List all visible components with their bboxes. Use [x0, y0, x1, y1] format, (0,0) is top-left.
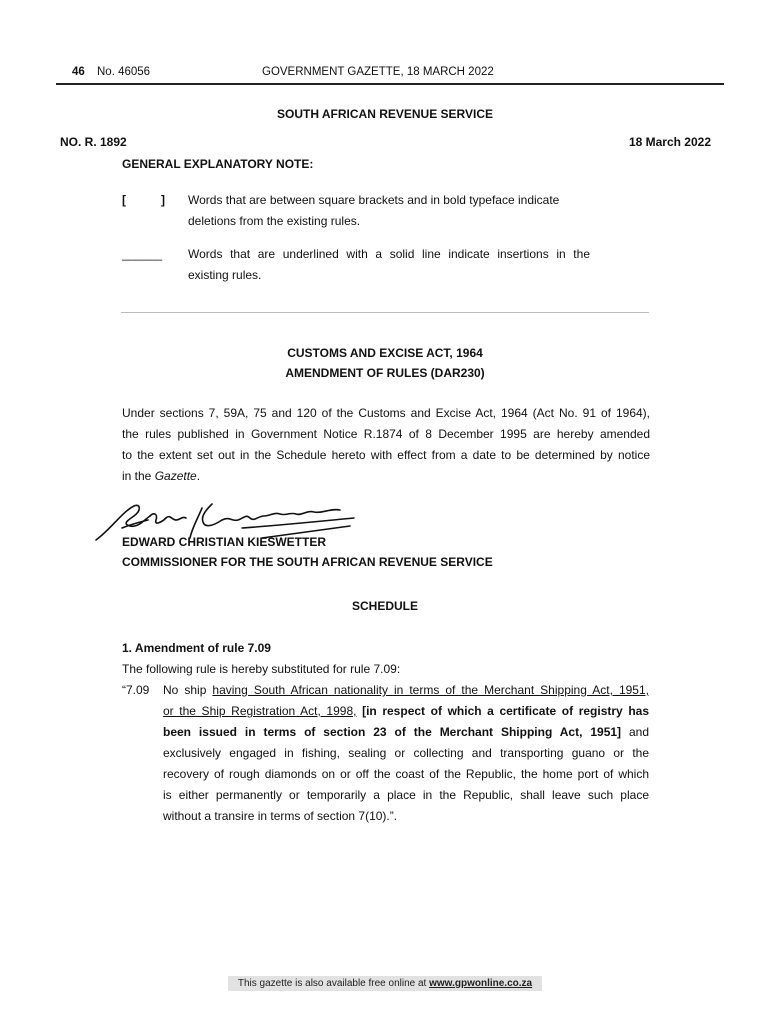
rule-line-5: recovery of rough diamonds on or off the coast of the Republic, the home port of which: [163, 767, 649, 781]
rule-line-2: [163, 701, 649, 722]
underline-text-1: Words that are underlined with a solid line indicate insertions in the: [188, 247, 590, 261]
agency-title: SOUTH AFRICAN REVENUE SERVICE: [276, 107, 494, 121]
bracket-text-1: Words that are between square brackets and in bold typeface indicate: [188, 193, 560, 207]
underline-marker: ______: [122, 247, 163, 261]
signatory-title: COMMISSIONER FOR THE SOUTH AFRICAN REVENUE SERVICE: [122, 555, 493, 569]
preamble-line-4-prefix: in the: [122, 469, 155, 483]
rule-line-7: without a transire in terms of section 7(10).”.: [163, 809, 398, 823]
rule-line-6: is either permanently or temporarily a place in the Republic, shall leave such place: [163, 788, 649, 802]
footer-text: This gazette is also available free online at: [237, 978, 430, 989]
notice-date: 18 March 2022: [628, 135, 711, 149]
explanatory-title: GENERAL EXPLANATORY NOTE:: [122, 157, 314, 171]
preamble-line-4: [122, 466, 200, 487]
section-divider: [121, 312, 649, 313]
preamble-line-2: the rules published in Government Notice R.1874 of 8 December 1995 are hereby amended: [122, 427, 650, 441]
act-title: CUSTOMS AND EXCISE ACT, 1964: [287, 346, 483, 360]
rule-line-4: exclusively engaged in fishing, sealing or collecting and transporting guano or the: [163, 746, 649, 760]
preamble-line-1: Under sections 7, 59A, 75 and 120 of the Customs and Excise Act, 1964 (Act No. 91 of 1964),: [122, 406, 650, 420]
deletion-text-2: been issued in terms of section 23 of the Merchant Shipping Act, 1951]: [163, 725, 622, 739]
rule-number: “7.09: [122, 683, 150, 697]
deletion-text-1: [in respect of which a certificate of registry has: [362, 704, 649, 718]
underline-text-2: existing rules.: [188, 268, 262, 282]
rule-line-1-prefix: No ship: [163, 683, 213, 697]
gazette-italic: Gazette: [154, 469, 197, 483]
amendment-heading: 1. Amendment of rule 7.09: [122, 641, 271, 655]
footer-link[interactable]: www.gpwonline.co.za: [429, 978, 533, 989]
schedule-title: SCHEDULE: [351, 599, 418, 613]
footer-banner: [228, 976, 542, 991]
preamble-line-3: to the extent set out in the Schedule hereto with effect from a date to be determined by notice: [122, 448, 650, 462]
insertion-text-1: having South African nationality in terms of the Merchant Shipping Act, 1951,: [212, 683, 649, 697]
header-rule: [56, 83, 724, 85]
bracket-close: ]: [161, 193, 165, 207]
insertion-text-2: or the Ship Registration Act, 1998,: [163, 704, 357, 718]
page-number: 46: [72, 66, 85, 78]
amendment-title: AMENDMENT OF RULES (DAR230): [285, 366, 485, 380]
preamble-line-4-suffix: .: [196, 469, 201, 483]
bracket-text-2: deletions from the existing rules.: [188, 214, 361, 228]
bracket-open: [: [122, 193, 126, 207]
issue-number: No. 46056: [97, 66, 151, 78]
notice-number: NO. R. 1892: [60, 135, 127, 149]
signatory-name: EDWARD CHRISTIAN KIESWETTER: [122, 535, 326, 549]
amendment-intro: The following rule is hereby substituted for rule 7.09:: [122, 662, 401, 676]
rule-line-3: [163, 722, 649, 743]
rule-line-3-suffix: and: [621, 725, 649, 739]
gazette-title: GOVERNMENT GAZETTE, 18 MARCH 2022: [262, 66, 494, 78]
rule-line-1: [163, 680, 649, 701]
